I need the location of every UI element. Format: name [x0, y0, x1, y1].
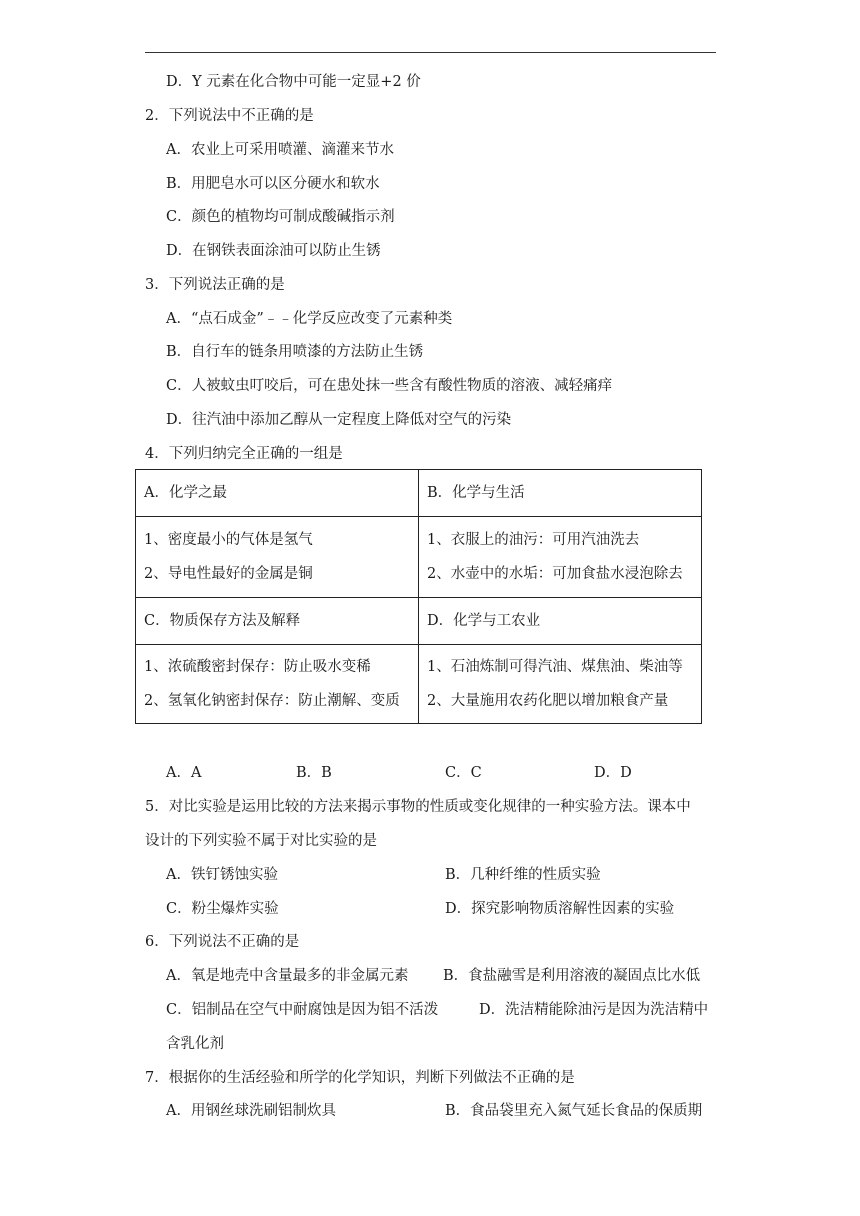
question-7-option-a: A．用钢丝球洗刷铝制炊具: [166, 1103, 336, 1119]
question-5-option-d: D．探究影响物质溶解性因素的实验: [445, 901, 675, 917]
question-6-option-d-continued: 含乳化剂: [166, 1036, 224, 1052]
question-6-option-b: B．食盐融雪是利用溶液的凝固点比水低: [443, 968, 701, 984]
question-5-option-c: C．粉尘爆炸实验: [166, 901, 279, 917]
table-cell-line: 2、导电性最好的金属是铜: [144, 566, 313, 582]
table-cell-b-heading: B．化学与生活: [419, 470, 702, 517]
question-6-option-c: C．铝制品在空气中耐腐蚀是因为铝不活泼: [166, 1002, 439, 1018]
question-2-option-b: B．用肥皂水可以区分硬水和软水: [166, 176, 380, 192]
question-6-stem: 6．下列说法不正确的是: [145, 934, 300, 950]
question-3-option-d: D．往汽油中添加乙醇从一定程度上降低对空气的污染: [166, 412, 512, 428]
question-7-stem: 7．根据你的生活经验和所学的化学知识，判断下列做法不正确的是: [145, 1070, 575, 1086]
question-2-option-c: C．颜色的植物均可制成酸碱指示剂: [166, 209, 395, 225]
table-row: [136, 517, 702, 598]
question-7-option-b: B．食品袋里充入氮气延长食品的保质期: [445, 1103, 703, 1119]
question-4-summary-table: [135, 469, 702, 724]
table-cell-line: 1、密度最小的气体是氢气: [144, 532, 313, 548]
question-4-choice-d: D．D: [594, 765, 632, 781]
table-cell-d-content: [419, 645, 702, 724]
question-5-stem-line-2: 设计的下列实验不属于对比实验的是: [145, 833, 377, 849]
table-cell-a-heading: A．化学之最: [136, 470, 419, 517]
question-2-option-a: A．农业上可采用喷灌、滴灌来节水: [166, 142, 394, 158]
question-5-stem-line-1: 5．对比实验是运用比较的方法来揭示事物的性质或变化规律的一种实验方法。课本中: [145, 799, 691, 815]
table-cell-line: 2、氢氧化钠密封保存：防止潮解、变质: [144, 693, 400, 709]
question-3-option-a: A．“点石成金”﹣﹣化学反应改变了元素种类: [166, 311, 453, 327]
table-cell-c-heading: C．物质保存方法及解释: [136, 598, 419, 645]
question-6-option-a: A．氧是地壳中含量最多的非金属元素: [166, 968, 409, 984]
table-cell-line: 1、浓硫酸密封保存：防止吸水变稀: [144, 659, 371, 675]
table-row: [136, 645, 702, 724]
question-4-choice-c: C．C: [445, 765, 482, 781]
question-3-stem: 3．下列说法正确的是: [145, 277, 285, 293]
question-3-option-b: B．自行车的链条用喷漆的方法防止生锈: [166, 344, 424, 360]
question-5-option-a: A．铁钉锈蚀实验: [166, 867, 278, 883]
table-row: [136, 470, 702, 517]
table-cell-d-heading: D．化学与工农业: [419, 598, 702, 645]
question-4-stem: 4．下列归纳完全正确的一组是: [145, 446, 343, 462]
question-2-stem: 2．下列说法中不正确的是: [145, 108, 314, 124]
question-2-option-d: D．在钢铁表面涂油可以防止生锈: [166, 243, 381, 259]
question-4-choice-a: A．A: [166, 765, 202, 781]
previous-question-option-d: D．Y 元素在化合物中可能一定显+2 价: [166, 74, 421, 90]
table-cell-line: 1、衣服上的油污：可用汽油洗去: [427, 532, 640, 548]
table-cell-a-content: [136, 517, 419, 598]
table-row: [136, 598, 702, 645]
header-rule: [145, 52, 716, 53]
table-cell-line: 2、水壶中的水垢：可加食盐水浸泡除去: [427, 566, 683, 582]
question-4-choice-b: B．B: [296, 765, 332, 781]
question-3-option-c: C．人被蚊虫叮咬后，可在患处抹一些含有酸性物质的溶液、减轻痛痒: [166, 378, 613, 394]
table-cell-b-content: [419, 517, 702, 598]
question-5-option-b: B．几种纤维的性质实验: [445, 867, 601, 883]
table-cell-line: 2、大量施用农药化肥以增加粮食产量: [427, 693, 669, 709]
question-6-option-d: D．洗洁精能除油污是因为洗洁精中: [479, 1002, 709, 1018]
table-cell-line: 1、石油炼制可得汽油、煤焦油、柴油等: [427, 659, 683, 675]
table-cell-c-content: [136, 645, 419, 724]
